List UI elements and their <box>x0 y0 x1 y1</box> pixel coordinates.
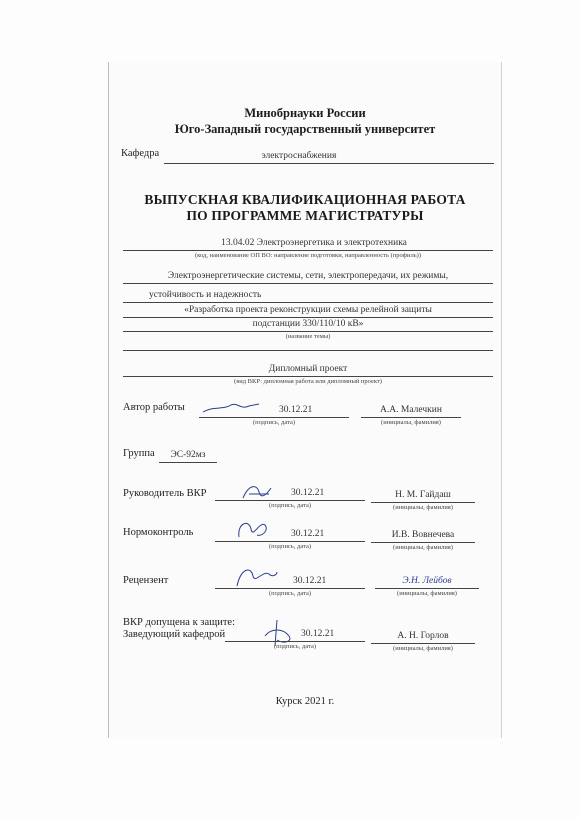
admission-name: А. Н. Горлов <box>397 631 449 641</box>
reviewer-sign-underline <box>215 588 365 589</box>
topic-line2: подстанции 330/110/10 кВ» <box>252 319 364 329</box>
author-sign-underline <box>199 417 349 418</box>
author-sign-caption: (подпись, дата) <box>252 419 296 426</box>
work-type-value: Дипломный проект <box>268 364 348 374</box>
supervisor-name-caption: (инициалы, фамилия) <box>393 504 453 511</box>
direction-value: 13.04.02 Электроэнергетика и электротехника <box>221 238 407 248</box>
topic-underline-2 <box>123 331 493 332</box>
supervisor-date: 30.12.21 <box>291 488 325 498</box>
author-signature <box>201 400 261 416</box>
group-value: ЭС-92мз <box>170 450 206 460</box>
head-of-department-label: Заведующий кафедрой <box>123 629 226 640</box>
reviewer-name: Э.Н. Лейбов <box>402 576 452 586</box>
reviewer-name-caption: (инициалы, фамилия) <box>397 590 457 597</box>
direction-underline <box>123 250 493 251</box>
reviewer-date: 30.12.21 <box>293 576 327 586</box>
admission-label: ВКР допущена к защите: <box>123 617 235 628</box>
supervisor-sign-caption: (подпись, дата) <box>268 502 312 509</box>
work-type-caption: (вид ВКР: дипломная работа или дипломный проект) <box>234 378 382 385</box>
admission-sign-caption: (подпись, дата) <box>273 643 317 650</box>
normcontrol-date: 30.12.21 <box>291 529 325 539</box>
direction-caption: (код, наименование ОП ВО: направление подготовки, направленность (профиль)) <box>195 252 421 259</box>
normcontrol-sign-caption: (подпись, дата) <box>268 543 312 550</box>
group-underline <box>159 462 217 463</box>
topic-caption: (название темы) <box>285 333 331 340</box>
ministry-name: Минобрнауки России <box>244 106 366 120</box>
topic-underline-3 <box>123 350 493 351</box>
work-title-line2: ПО ПРОГРАММЕ МАГИСТРАТУРЫ <box>186 208 424 223</box>
author-label: Автор работы <box>123 402 185 413</box>
author-name-underline <box>361 417 461 418</box>
profile-underline-1 <box>123 283 493 284</box>
profile-line2: устойчивость и надежность <box>149 290 262 300</box>
title-page-sheet <box>108 62 502 738</box>
city-year: Курск 2021 г. <box>275 696 335 707</box>
normcontrol-name-underline <box>371 542 475 543</box>
reviewer-signature <box>233 564 279 590</box>
supervisor-name: Н. М. Гайдаш <box>395 490 451 500</box>
supervisor-name-underline <box>371 502 475 503</box>
admission-date: 30.12.21 <box>301 629 335 639</box>
normcontrol-sign-underline <box>215 541 365 542</box>
university-name: Юго-Западный государственный университет <box>174 122 436 136</box>
department-label: Кафедра <box>121 148 160 159</box>
normcontrol-signature <box>233 517 273 543</box>
admission-name-underline <box>371 643 475 644</box>
author-date: 30.12.21 <box>279 405 313 415</box>
admission-sign-underline <box>225 641 365 642</box>
department-underline <box>164 163 494 164</box>
profile-underline-2 <box>123 302 493 303</box>
supervisor-label: Руководитель ВКР <box>123 488 207 499</box>
topic-underline-1 <box>123 317 493 318</box>
author-name-caption: (инициалы, фамилия) <box>381 419 441 426</box>
reviewer-name-underline <box>375 588 479 589</box>
profile-line1: Электроэнергетические системы, сети, электропередачи, их режимы, <box>167 271 449 281</box>
normcontrol-name-caption: (инициалы, фамилия) <box>393 544 453 551</box>
normcontrol-label: Нормоконтроль <box>123 527 194 538</box>
work-type-underline <box>123 376 493 377</box>
department-value: электроснабжения <box>261 151 337 161</box>
supervisor-sign-underline <box>215 500 365 501</box>
reviewer-label: Рецензент <box>123 575 169 586</box>
work-title-line1: ВЫПУСКНАЯ КВАЛИФИКАЦИОННАЯ РАБОТА <box>144 192 466 207</box>
reviewer-sign-caption: (подпись, дата) <box>268 590 312 597</box>
group-label: Группа <box>123 448 155 459</box>
normcontrol-name: И.В. Вовнечева <box>391 530 455 540</box>
admission-name-caption: (инициалы, фамилия) <box>393 645 453 652</box>
topic-line1: «Разработка проекта реконструкции схемы релейной защиты <box>184 305 432 315</box>
author-name: А.А. Малечкин <box>380 405 442 415</box>
